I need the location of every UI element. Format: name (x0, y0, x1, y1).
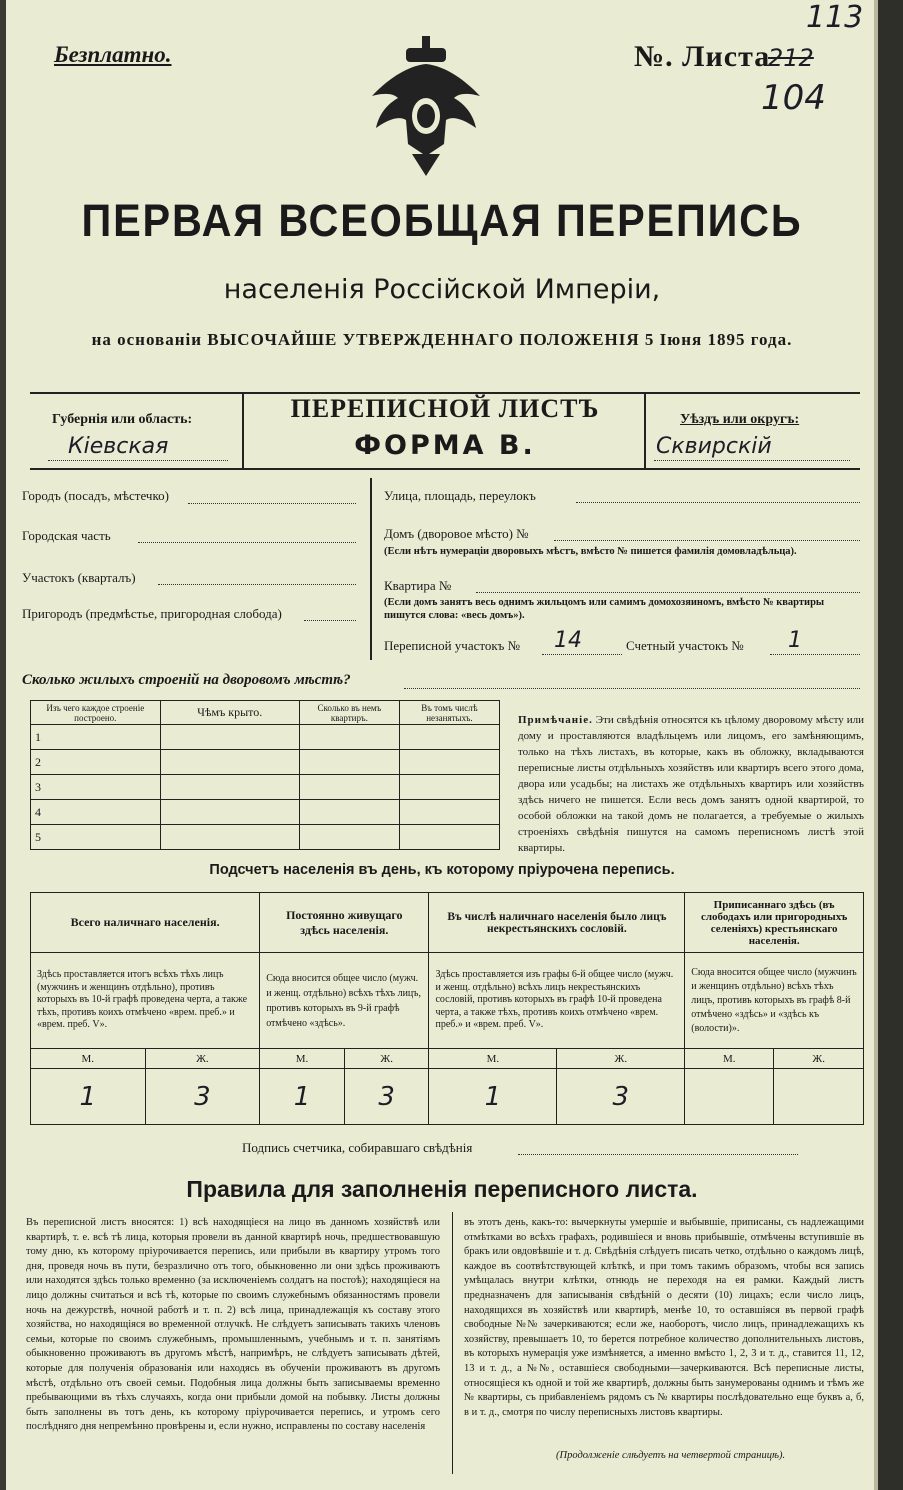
buildings-line (404, 688, 860, 689)
street-label: Улица, площадь, переулокъ (384, 488, 536, 503)
city-part-label: Городская часть (22, 528, 111, 543)
buildings-question: Сколько жилыхъ строеній на дворовомъ мѣстѣ? (22, 672, 351, 688)
binding-shadow (878, 0, 903, 1490)
note-text: Эти свѣдѣнія относятся къ цѣлому дворовому мѣсту или дому и проставляются владѣльцемъ или лицомъ, его замѣняющимъ, только на тѣхъ листахъ, въ которые, какъ въ обложку, вкладываются переписные листы отдѣльныхъ хозяйствъ или квартиръ всего этого дома, двора или усадьбы; на листахъ же отдѣльныхъ квартиръ или хозяйствъ здѣсь ничего не пишется. Если весь домъ занятъ одной квартирой, то особой обложки на такой домъ не полагается, а требуемые о жилыхъ строеніяхъ свѣдѣнія пишутся на самомъ переписномъ листѣ этой квартиры. (518, 714, 864, 854)
pop-col-desc: Здѣсь проставляется изъ графы 6-й общее число (мужч. и женщ. отдѣльно) всѣхъ лицъ некрестьянскихъ сословій, противъ которыхъ въ графѣ 10-й проведена черта, а также тѣхъ, противъ коихъ отмѣчено «врем. преб.» и «врем. преб. V». (429, 953, 685, 1049)
district-label: Уѣздъ или округъ: (680, 412, 800, 427)
sheet-number-label: №. Листа (634, 40, 771, 73)
district-line (654, 460, 850, 461)
divider (30, 468, 860, 470)
note-block (518, 712, 864, 856)
district-value: Сквирскій (656, 434, 772, 459)
divider (644, 392, 646, 470)
census-sheet (6, 0, 878, 1490)
buildings-col-vacant: Въ томъ числѣ незанятыхъ. (399, 701, 499, 725)
sheet-number-handwritten: 104 (761, 78, 826, 118)
rules-title: Правила для заполненія переписного листа. (186, 1176, 698, 1202)
male-label: М. (685, 1049, 774, 1069)
buildings-row-number: 5 (31, 825, 161, 850)
note-title: Примѣчаніе. (518, 714, 593, 726)
buildings-table (30, 700, 500, 850)
pop-male-value: 1 (31, 1069, 146, 1125)
rules-continued: (Продолженіе слѣдуетъ на четвертой страницѣ). (556, 1450, 786, 1461)
province-value: Кіевская (68, 434, 169, 459)
rules-left-column: Въ переписной листъ вносятся: 1) всѣ находящіеся на лицо въ данномъ хозяйствѣ или квартирѣ, т. е. всѣ тѣ лица, которыя провели въ данной квартирѣ ночь, предшествовавшую тому дню, къ которому пріурочивается перепись, или прибыли въ квартиру утромъ того дня, проведя ночь въ пути, безразлично отъ того, обыкновенно ли они здѣсь проживаютъ или находятся здѣсь только временно (за исключеніемъ солдатъ на постоѣ); находящіеся на лицо должны считаться и всѣ тѣ, которые по своимъ служебнымъ обязанностямъ провели ночь на дежурствѣ, ночной работѣ и т. п. 2) всѣ лица, принадлежащія къ составу этого хозяйства, но находящіяся во временной отлучкѣ. Не слѣдуетъ записывать такихъ членовъ семьи, которые по своимъ служебнымъ, промышленнымъ, учебнымъ и т. п. занятіямъ обыкновенно проживаютъ въ другомъ мѣстѣ, напримѣръ, не слѣдуетъ записывать дѣтей, которые для полученія образованія или находясь въ обученіи проживаютъ въ другомъ мѣстѣ, отдѣльно отъ своей семьи. Подобныя лица должны быть записываемы временно пребывающими въ тѣхъ случаяхъ, когда они прибыли домой на побывку. Листы должны быть заполнены въ тотъ день, къ которому пріурочивается перепись, и утромъ сего послѣдняго дня непремѣнно провѣрены и, если нужно, исправлены по составу населенія (26, 1217, 440, 1433)
apartment-note: (Если домъ занятъ весь однимъ жильцомъ или самимъ домохозяиномъ, вмѣсто № квартиры пишутся слова: «весь домъ»). (384, 597, 825, 621)
suburb-label: Пригородъ (предмѣстье, пригородная слобода) (22, 606, 282, 621)
old-sheet-number: 212 (768, 44, 814, 72)
pop-col-title: Всего наличнаго населенія. (31, 893, 260, 953)
pop-female-value (774, 1069, 864, 1125)
province-label: Губернія или область: (52, 412, 193, 427)
signature-line (518, 1154, 798, 1155)
divider (452, 1212, 453, 1474)
counting-district-line (770, 654, 860, 655)
female-label: Ж. (774, 1049, 864, 1069)
population-heading: Подсчетъ населенія въ день, къ которому пріурочена перепись. (209, 862, 675, 878)
house-line (554, 540, 860, 541)
province-line (48, 460, 228, 461)
divider (370, 478, 372, 660)
female-label: Ж. (557, 1049, 685, 1069)
pop-col-title: Въ числѣ наличнаго населенія было лицъ некрестьянскихъ сословій. (429, 893, 685, 953)
buildings-row-number: 1 (31, 725, 161, 750)
suburb-line (304, 620, 356, 621)
buildings-col-roof: Чѣмъ крыто. (160, 701, 299, 725)
counting-district-label: Счетный участокъ № (626, 638, 744, 653)
corner-number: 113 (806, 0, 864, 35)
pop-col-title: Приписаннаго здѣсь (въ слободахъ или пригородныхъ селеніяхъ) крестьянскаго населенія. (685, 893, 864, 953)
pop-female-value: 3 (557, 1069, 685, 1125)
pop-col-desc: Сюда вносится общее число (мужч. и женщ. отдѣльно) всѣхъ тѣхъ лицъ, противъ которыхъ въ 9-й графѣ отмѣчено «здѣсь». (260, 953, 429, 1049)
city-part-line (138, 542, 356, 543)
buildings-row-number: 3 (31, 775, 161, 800)
page-subtitle: населенія Россійской Имперіи, (223, 274, 661, 305)
pop-col-desc: Здѣсь проставляется итогъ всѣхъ тѣхъ лицъ (мужчинъ и женщинъ отдѣльно), противъ которыхъ въ 10-й графѣ проведена черта, а также тѣхъ, противъ коихъ отмѣчено «врем. преб.» и «врем. преб. V». (31, 953, 260, 1049)
census-district-line (542, 654, 622, 655)
population-table (30, 892, 864, 1125)
counting-district-value: 1 (788, 628, 802, 653)
precinct-label: Участокъ (кварталъ) (22, 570, 136, 585)
pop-col-title: Постоянно живущаго здѣсь населенія. (260, 893, 429, 953)
street-line (576, 502, 860, 503)
house-label: Домъ (дворовое мѣсто) № (384, 526, 529, 541)
page-title: ПЕРВАЯ ВСЕОБЩАЯ ПЕРЕПИСЬ (81, 195, 803, 246)
imperial-eagle-icon (366, 36, 486, 176)
pop-male-value: 1 (260, 1069, 345, 1125)
rules-right-column: въ этотъ день, какъ-то: вычеркнуты умершіе и выбывшіе, приписаны, съ надлежащими отмѣтками во всѣхъ графахъ, родившіеся и вновь прибывшіе, отмѣчены вступившіе въ бракъ или овдовѣвшіе и т. д. Свѣдѣнія слѣдуетъ писать четко, отдѣльно о каждомъ лицѣ, каждое въ соотвѣтствующей клѣткѣ, и при томъ такимъ образомъ, чтобы вся запись умѣщалась внутри клѣтки, отнюдь не переходя на ея рамки. Каждый листъ предназначенъ для записыванія свѣдѣній о десяти (10) лицахъ; если число лицъ, находящихся въ хозяйствѣ или квартирѣ, менѣе 10, то оставшіяся въ первой графѣ свободные №№ зачеркиваются; если же, наоборотъ, число лицъ, принадлежащихъ къ хозяйству, превышаетъ 10, то берется потребное количество дополнительныхъ листовъ, въ которыхъ нумерація уже измѣняется, а именно вмѣсто 1, 2, 3 и т. д., ставится 11, 12, 13 и т. д., а №№, оставшіеся свободными—зачеркиваются. Всѣ переписные листы, относящіеся къ одной и той же квартирѣ, должны быть занумерованы однимъ и тѣмъ же № квартиры, съ прибавленіемъ рядомъ съ № квартиры послѣдовательно еще буквъ а, б, в и т. д., смотря по числу переписныхъ листовъ квартиры. (464, 1217, 864, 1418)
pop-male-value (685, 1069, 774, 1125)
apartment-label: Квартира № (384, 578, 452, 593)
form-name: ФОРМА В. (354, 430, 536, 461)
pop-female-value: 3 (145, 1069, 260, 1125)
female-label: Ж. (145, 1049, 260, 1069)
form-title: ПЕРЕПИСНОЙ ЛИСТЪ (290, 394, 600, 423)
pop-male-value: 1 (429, 1069, 557, 1125)
male-label: М. (260, 1049, 345, 1069)
buildings-col-apartments: Сколько въ немъ квартиръ. (299, 701, 399, 725)
census-district-value: 14 (554, 628, 582, 653)
apartment-line (476, 592, 860, 593)
buildings-col-material: Изъ чего каждое строеніе построено. (31, 701, 161, 725)
buildings-row-number: 4 (31, 800, 161, 825)
city-label: Городъ (посадъ, мѣстечко) (22, 488, 169, 503)
male-label: М. (31, 1049, 146, 1069)
pop-female-value: 3 (344, 1069, 429, 1125)
house-note: (Если нѣтъ нумераціи дворовыхъ мѣстъ, вмѣсто № пишется фамилія домовладѣльца). (384, 546, 797, 557)
pop-col-desc: Сюда вносится общее число (мужчинъ и женщинъ отдѣльно) всѣхъ тѣхъ лицъ, противъ которыхъ въ графѣ 8-й отмѣчено «здѣсь» и «здѣсь къ (волости)». (685, 953, 864, 1049)
precinct-line (158, 584, 356, 585)
buildings-row-number: 2 (31, 750, 161, 775)
signature-label: Подпись счетчика, собиравшаго свѣдѣнія (242, 1140, 473, 1155)
male-label: М. (429, 1049, 557, 1069)
divider (242, 392, 244, 470)
female-label: Ж. (344, 1049, 429, 1069)
legal-basis: на основаніи ВЫСОЧАЙШЕ УТВЕРЖДЕННАГО ПОЛОЖЕНІЯ 5 Іюня 1895 года. (91, 330, 793, 349)
census-district-label: Переписной участокъ № (384, 638, 521, 653)
city-line (188, 503, 356, 504)
free-label: Безплатно. (54, 42, 172, 67)
